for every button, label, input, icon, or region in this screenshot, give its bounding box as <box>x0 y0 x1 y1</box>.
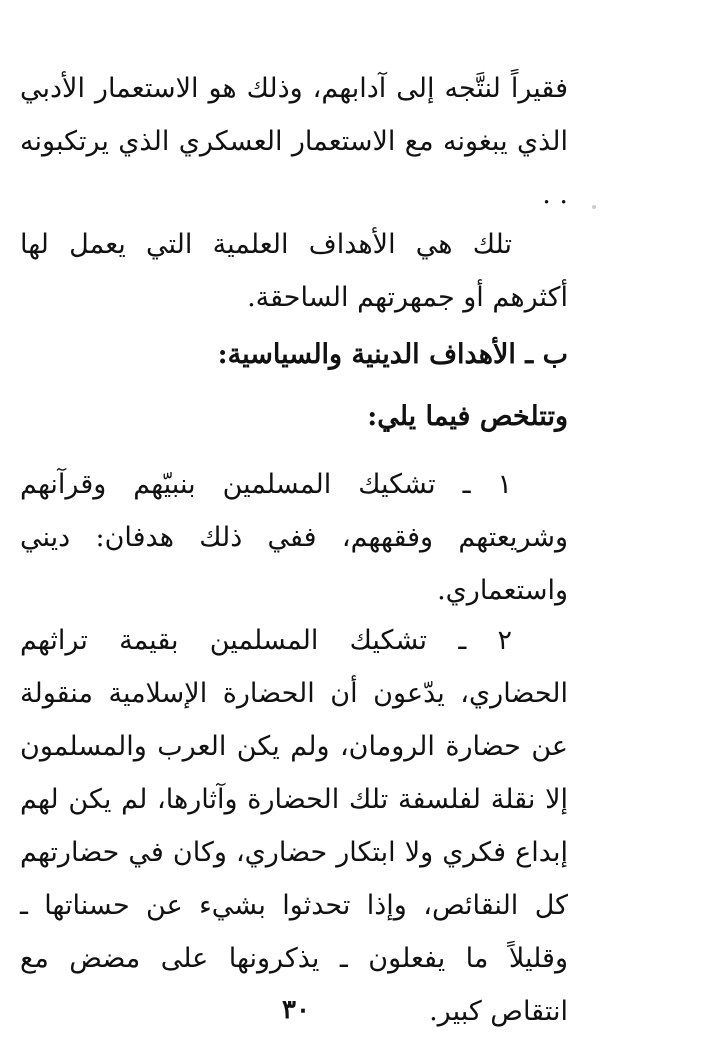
list-item-1: ١ ـ تشكيك المسلمين بنبيّهم وقرآنهم وشريعتهم وفقههم، ففي ذلك هدفان: ديني واستعماري. <box>20 469 568 606</box>
list-item-2: ٢ ـ تشكيك المسلمين بقيمة تراثهم الحضاري، يدّعون أن الحضارة الإسلامية منقولة عن حضارة الرومان، ولم يكن العرب والمسلمون إلا نقلة لفلسفة تلك الحضارة وآثارها، لم يكن لهم إبداع فكري ولا ابتكار حضاري، وكان في حضارتهم كل النقائص، وإذا تحدثوا بشيء عن حسناتها ـ وقليلاً ما يفعلون ـ يذكرونها على مضض مع انتقاص كبير. <box>20 625 568 1027</box>
print-speck <box>592 205 596 209</box>
paragraph-scientific-goals: تلك هي الأهداف العلمية التي يعمل لها أكثرهم أو جمهرتهم الساحقة. <box>20 229 568 313</box>
page-number: ٣٠ <box>282 995 310 1025</box>
section-intro-line: وتتلخص فيما يلي: <box>367 401 568 432</box>
paragraph-continuation: فقيراً لنتَّجه إلى آدابهم، وذلك هو الاستعمار الأدبي الذي يبغونه مع الاستعمار العسكري الذي يرتكبونه . . <box>20 73 568 210</box>
section-heading-religious-political: ب ـ الأهداف الدينية والسياسية: <box>217 339 568 370</box>
